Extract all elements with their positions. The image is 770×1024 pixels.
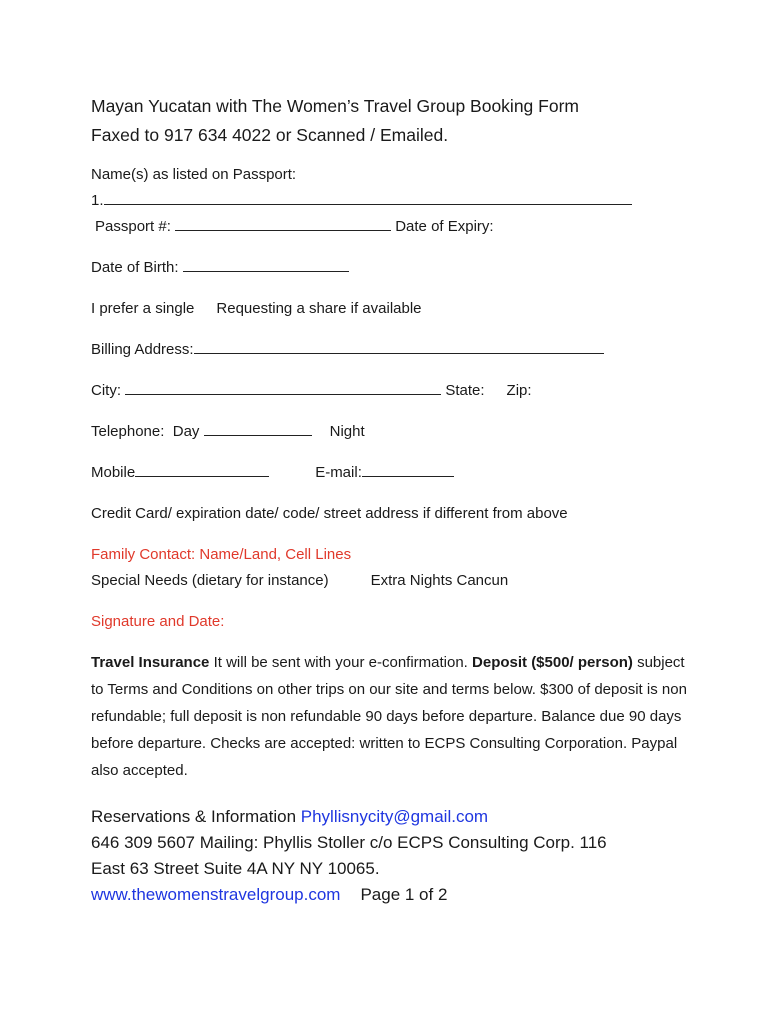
room-single-option[interactable]: I prefer a single [91,300,195,317]
zip-label: Zip: [506,382,532,399]
name-row-1 [91,188,691,214]
mobile-field[interactable] [135,462,269,477]
room-share-option[interactable]: Requesting a share if available [216,300,422,317]
telephone-day-label: Day [172,423,200,440]
state-label: State: [445,382,485,399]
telephone-day-field[interactable] [204,421,312,436]
website-link[interactable]: www.thewomenstravelgroup.com [91,885,341,904]
reservations-block [91,804,691,908]
reservations-line-1 [91,804,691,830]
passport-row [91,214,691,240]
names-label: Name(s) as listed on Passport: [91,166,297,183]
deposit-terms-text: subject to Terms and Conditions on other trips on our site and terms below. $300 of deposit is non refundable; full deposit is non refundable 90 days before departure. Balance due 90 days before departure. Checks are accepted: written to ECPS Consulting Corporation. Paypal also accepted. [91,654,687,779]
reservations-label: Reservations & Information [91,807,301,826]
special-needs-label: Special Needs (dietary for instance) [91,572,329,589]
city-row [91,378,691,404]
extra-nights-label: Extra Nights Cancun [370,572,509,589]
name-number: 1. [91,192,104,209]
billing-label: Billing Address: [91,341,194,358]
family-contact-label: Family Contact: Name/Land, Cell Lines [91,546,352,563]
city-label: City: [91,382,121,399]
dob-label: Date of Birth: [91,259,179,276]
special-row [91,568,691,594]
insurance-text: It will be sent with your e-confirmation. [209,654,473,671]
expiry-label: Date of Expiry: [395,218,494,235]
name-1-field[interactable] [104,190,632,205]
reservations-line-2: 646 309 5607 Mailing: Phyllis Stoller c/o ECPS Consulting Corp. 116 [91,833,607,852]
telephone-label: Telephone: [91,423,165,440]
telephone-night-label: Night [329,423,365,440]
credit-card-label: Credit Card/ expiration date/ code/ street address if different from above [91,505,568,522]
signature-label: Signature and Date: [91,613,225,630]
title-line-2: Faxed to 917 634 4022 or Scanned / Emailed. [91,125,449,145]
dob-field[interactable] [183,257,349,272]
page-title [91,92,691,150]
billing-row [91,337,691,363]
reservations-line-3: East 63 Street Suite 4A NY NY 10065. [91,859,380,878]
email-label: E-mail: [315,464,362,481]
reservations-line-4 [91,882,691,908]
mobile-row [91,460,691,486]
passport-number-field[interactable] [175,216,391,231]
city-field[interactable] [125,380,441,395]
dob-row [91,255,691,281]
insurance-heading: Travel Insurance [91,654,210,671]
contact-email-link[interactable]: Phyllisnycity@gmail.com [300,807,489,826]
email-field[interactable] [362,462,454,477]
insurance-paragraph [91,649,691,784]
title-line-1: Mayan Yucatan with The Women’s Travel Group Booking Form [91,96,579,116]
telephone-row [91,419,691,445]
booking-form-page [91,92,691,908]
passport-label: Passport #: [95,218,171,235]
billing-address-field[interactable] [194,339,604,354]
mobile-label: Mobile [91,464,136,481]
page-number: Page 1 of 2 [360,885,448,904]
room-row [91,296,691,322]
deposit-heading: Deposit ($500/ person) [472,654,633,671]
